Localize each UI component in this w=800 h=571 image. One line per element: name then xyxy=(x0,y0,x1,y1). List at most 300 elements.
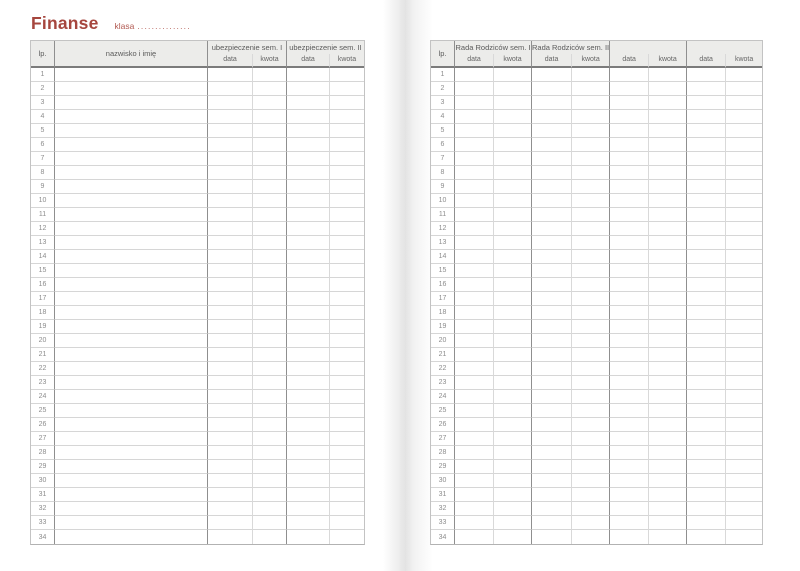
empty-cell xyxy=(493,460,531,474)
empty-cell xyxy=(531,96,571,110)
table-row xyxy=(31,68,364,82)
empty-cell xyxy=(286,306,329,320)
empty-cell xyxy=(454,292,493,306)
empty-cell xyxy=(252,110,286,124)
empty-cell xyxy=(493,278,531,292)
empty-cell xyxy=(725,278,762,292)
empty-cell xyxy=(571,278,609,292)
empty-cell xyxy=(571,292,609,306)
empty-cell xyxy=(207,250,252,264)
empty-cell xyxy=(531,180,571,194)
row-number-cell: 9 xyxy=(31,180,54,194)
klasa-label: klasa xyxy=(114,21,135,31)
empty-cell xyxy=(54,404,207,418)
empty-cell xyxy=(329,208,364,222)
table-row xyxy=(431,404,762,418)
empty-cell xyxy=(725,152,762,166)
column-group-blank-1 xyxy=(609,41,686,54)
row-number-cell: 6 xyxy=(431,138,454,152)
column-header-data: data xyxy=(286,54,329,68)
empty-cell xyxy=(648,432,686,446)
empty-cell xyxy=(54,390,207,404)
empty-cell xyxy=(686,390,725,404)
empty-cell xyxy=(571,208,609,222)
empty-cell xyxy=(531,292,571,306)
empty-cell xyxy=(571,68,609,82)
table-row xyxy=(31,292,364,306)
column-header-kwota: kwota xyxy=(571,54,609,68)
empty-cell xyxy=(648,82,686,96)
empty-cell xyxy=(493,250,531,264)
table-row xyxy=(31,432,364,446)
empty-cell xyxy=(207,418,252,432)
empty-cell xyxy=(725,376,762,390)
empty-cell xyxy=(725,124,762,138)
empty-cell xyxy=(207,320,252,334)
row-number-cell: 32 xyxy=(31,502,54,516)
empty-cell xyxy=(531,516,571,530)
row-number-cell: 7 xyxy=(31,152,54,166)
empty-cell xyxy=(686,82,725,96)
empty-cell xyxy=(531,250,571,264)
table-row xyxy=(431,278,762,292)
empty-cell xyxy=(493,348,531,362)
empty-cell xyxy=(686,348,725,362)
table-row xyxy=(31,124,364,138)
column-header-data: data xyxy=(686,54,725,68)
empty-cell xyxy=(571,82,609,96)
empty-cell xyxy=(725,194,762,208)
klasa-dots: ............... xyxy=(137,21,191,31)
empty-cell xyxy=(648,180,686,194)
empty-cell xyxy=(686,320,725,334)
empty-cell xyxy=(725,292,762,306)
empty-cell xyxy=(207,138,252,152)
empty-cell xyxy=(648,418,686,432)
empty-cell xyxy=(329,362,364,376)
empty-cell xyxy=(286,124,329,138)
table-row xyxy=(31,236,364,250)
empty-cell xyxy=(207,516,252,530)
empty-cell xyxy=(252,488,286,502)
empty-cell xyxy=(725,530,762,544)
empty-cell xyxy=(493,194,531,208)
empty-cell xyxy=(648,68,686,82)
empty-cell xyxy=(686,166,725,180)
empty-cell xyxy=(207,460,252,474)
empty-cell xyxy=(286,502,329,516)
table-row xyxy=(431,446,762,460)
empty-cell xyxy=(571,348,609,362)
empty-cell xyxy=(571,516,609,530)
page-title: Finanse xyxy=(31,13,99,33)
table-row xyxy=(431,362,762,376)
empty-cell xyxy=(493,432,531,446)
empty-cell xyxy=(454,474,493,488)
empty-cell xyxy=(648,110,686,124)
title-row xyxy=(31,13,191,34)
empty-cell xyxy=(329,390,364,404)
empty-cell xyxy=(531,68,571,82)
empty-cell xyxy=(686,306,725,320)
empty-cell xyxy=(493,488,531,502)
empty-cell xyxy=(286,530,329,544)
empty-cell xyxy=(454,68,493,82)
empty-cell xyxy=(609,166,648,180)
empty-cell xyxy=(252,208,286,222)
empty-cell xyxy=(609,348,648,362)
empty-cell xyxy=(571,110,609,124)
empty-cell xyxy=(207,68,252,82)
empty-cell xyxy=(571,96,609,110)
empty-cell xyxy=(531,110,571,124)
empty-cell xyxy=(207,306,252,320)
empty-cell xyxy=(725,138,762,152)
empty-cell xyxy=(686,334,725,348)
empty-cell xyxy=(686,460,725,474)
empty-cell xyxy=(686,180,725,194)
table-row xyxy=(431,502,762,516)
empty-cell xyxy=(571,180,609,194)
empty-cell xyxy=(54,446,207,460)
empty-cell xyxy=(609,404,648,418)
table-row xyxy=(31,390,364,404)
empty-cell xyxy=(286,488,329,502)
empty-cell xyxy=(54,292,207,306)
row-number-cell: 23 xyxy=(31,376,54,390)
empty-cell xyxy=(648,278,686,292)
empty-cell xyxy=(454,110,493,124)
row-number-cell: 33 xyxy=(431,516,454,530)
table-row xyxy=(431,166,762,180)
empty-cell xyxy=(286,334,329,348)
empty-cell xyxy=(252,502,286,516)
empty-cell xyxy=(725,460,762,474)
empty-cell xyxy=(54,348,207,362)
empty-cell xyxy=(648,264,686,278)
empty-cell xyxy=(725,320,762,334)
table-row xyxy=(31,166,364,180)
empty-cell xyxy=(493,68,531,82)
empty-cell xyxy=(531,236,571,250)
empty-cell xyxy=(329,460,364,474)
empty-cell xyxy=(207,432,252,446)
row-number-cell: 2 xyxy=(31,82,54,96)
table-row xyxy=(431,474,762,488)
empty-cell xyxy=(329,334,364,348)
empty-cell xyxy=(725,96,762,110)
table-row xyxy=(31,446,364,460)
empty-cell xyxy=(493,264,531,278)
empty-cell xyxy=(54,124,207,138)
empty-cell xyxy=(54,432,207,446)
empty-cell xyxy=(454,516,493,530)
empty-cell xyxy=(531,404,571,418)
empty-cell xyxy=(609,334,648,348)
empty-cell xyxy=(648,292,686,306)
column-group-rada-rodzicow-sem2: Rada Rodziców sem. II xyxy=(531,41,609,54)
row-number-cell: 18 xyxy=(31,306,54,320)
empty-cell xyxy=(725,208,762,222)
empty-cell xyxy=(609,236,648,250)
empty-cell xyxy=(725,82,762,96)
empty-cell xyxy=(454,362,493,376)
empty-cell xyxy=(454,390,493,404)
empty-cell xyxy=(571,530,609,544)
empty-cell xyxy=(286,362,329,376)
empty-cell xyxy=(252,152,286,166)
column-header-data: data xyxy=(609,54,648,68)
table-row xyxy=(31,110,364,124)
empty-cell xyxy=(54,208,207,222)
empty-cell xyxy=(648,488,686,502)
empty-cell xyxy=(686,68,725,82)
empty-cell xyxy=(207,278,252,292)
table-row xyxy=(31,376,364,390)
empty-cell xyxy=(207,124,252,138)
table-row xyxy=(31,96,364,110)
row-number-cell: 21 xyxy=(31,348,54,362)
empty-cell xyxy=(493,334,531,348)
empty-cell xyxy=(648,152,686,166)
table-row xyxy=(431,180,762,194)
empty-cell xyxy=(329,278,364,292)
empty-cell xyxy=(725,516,762,530)
empty-cell xyxy=(493,320,531,334)
empty-cell xyxy=(686,222,725,236)
empty-cell xyxy=(686,292,725,306)
empty-cell xyxy=(493,152,531,166)
table-row xyxy=(31,404,364,418)
empty-cell xyxy=(54,530,207,544)
empty-cell xyxy=(207,362,252,376)
column-header-kwota: kwota xyxy=(329,54,364,68)
empty-cell xyxy=(571,320,609,334)
row-number-cell: 6 xyxy=(31,138,54,152)
empty-cell xyxy=(686,530,725,544)
empty-cell xyxy=(648,446,686,460)
empty-cell xyxy=(686,432,725,446)
empty-cell xyxy=(609,82,648,96)
empty-cell xyxy=(54,418,207,432)
empty-cell xyxy=(648,530,686,544)
empty-cell xyxy=(454,306,493,320)
empty-cell xyxy=(571,446,609,460)
empty-cell xyxy=(648,404,686,418)
row-number-cell: 8 xyxy=(431,166,454,180)
row-number-cell: 15 xyxy=(31,264,54,278)
empty-cell xyxy=(609,96,648,110)
empty-cell xyxy=(609,222,648,236)
empty-cell xyxy=(454,236,493,250)
empty-cell xyxy=(571,474,609,488)
table-row xyxy=(431,96,762,110)
empty-cell xyxy=(725,236,762,250)
empty-cell xyxy=(286,194,329,208)
row-number-cell: 1 xyxy=(431,68,454,82)
table-row xyxy=(431,194,762,208)
empty-cell xyxy=(725,362,762,376)
empty-cell xyxy=(454,152,493,166)
empty-cell xyxy=(329,138,364,152)
empty-cell xyxy=(571,390,609,404)
column-group-rada-rodzicow-sem1: Rada Rodziców sem. I xyxy=(454,41,531,54)
empty-cell xyxy=(286,82,329,96)
empty-cell xyxy=(686,264,725,278)
empty-cell xyxy=(252,194,286,208)
empty-cell xyxy=(648,334,686,348)
empty-cell xyxy=(531,138,571,152)
empty-cell xyxy=(648,96,686,110)
table-row xyxy=(31,320,364,334)
finance-table-right xyxy=(430,40,763,545)
table-row xyxy=(31,516,364,530)
empty-cell xyxy=(329,376,364,390)
empty-cell xyxy=(571,222,609,236)
row-number-cell: 21 xyxy=(431,348,454,362)
column-header-name: nazwisko i imię xyxy=(54,41,207,68)
empty-cell xyxy=(207,194,252,208)
empty-cell xyxy=(725,432,762,446)
empty-cell xyxy=(648,124,686,138)
empty-cell xyxy=(329,432,364,446)
empty-cell xyxy=(609,432,648,446)
empty-cell xyxy=(252,222,286,236)
empty-cell xyxy=(686,502,725,516)
empty-cell xyxy=(571,362,609,376)
empty-cell xyxy=(725,166,762,180)
empty-cell xyxy=(54,362,207,376)
row-number-cell: 25 xyxy=(31,404,54,418)
row-number-cell: 4 xyxy=(431,110,454,124)
empty-cell xyxy=(609,292,648,306)
empty-cell xyxy=(725,180,762,194)
table-row xyxy=(431,334,762,348)
page-right xyxy=(406,0,800,571)
table-row xyxy=(431,348,762,362)
empty-cell xyxy=(252,68,286,82)
empty-cell xyxy=(686,138,725,152)
table-row xyxy=(31,418,364,432)
empty-cell xyxy=(531,222,571,236)
empty-cell xyxy=(207,110,252,124)
empty-cell xyxy=(725,264,762,278)
table-row xyxy=(431,320,762,334)
empty-cell xyxy=(252,376,286,390)
empty-cell xyxy=(286,460,329,474)
finance-table-left xyxy=(30,40,365,545)
row-number-cell: 15 xyxy=(431,264,454,278)
empty-cell xyxy=(54,376,207,390)
row-number-cell: 8 xyxy=(31,166,54,180)
row-number-cell: 23 xyxy=(431,376,454,390)
row-number-cell: 13 xyxy=(431,236,454,250)
empty-cell xyxy=(686,96,725,110)
row-number-cell: 24 xyxy=(431,390,454,404)
table-row xyxy=(431,110,762,124)
empty-cell xyxy=(54,502,207,516)
table-row xyxy=(431,418,762,432)
empty-cell xyxy=(648,236,686,250)
empty-cell xyxy=(686,516,725,530)
empty-cell xyxy=(252,320,286,334)
row-number-cell: 4 xyxy=(31,110,54,124)
empty-cell xyxy=(686,250,725,264)
empty-cell xyxy=(725,390,762,404)
empty-cell xyxy=(609,68,648,82)
empty-cell xyxy=(609,194,648,208)
empty-cell xyxy=(493,376,531,390)
column-group-blank-2 xyxy=(686,41,762,54)
empty-cell xyxy=(329,222,364,236)
empty-cell xyxy=(286,250,329,264)
empty-cell xyxy=(686,404,725,418)
empty-cell xyxy=(531,124,571,138)
empty-cell xyxy=(252,250,286,264)
empty-cell xyxy=(531,348,571,362)
empty-cell xyxy=(329,96,364,110)
empty-cell xyxy=(571,194,609,208)
empty-cell xyxy=(493,530,531,544)
empty-cell xyxy=(493,124,531,138)
row-number-cell: 27 xyxy=(431,432,454,446)
empty-cell xyxy=(531,152,571,166)
empty-cell xyxy=(686,110,725,124)
empty-cell xyxy=(531,82,571,96)
empty-cell xyxy=(493,110,531,124)
empty-cell xyxy=(648,250,686,264)
empty-cell xyxy=(609,516,648,530)
empty-cell xyxy=(252,530,286,544)
empty-cell xyxy=(207,488,252,502)
empty-cell xyxy=(686,208,725,222)
empty-cell xyxy=(252,418,286,432)
table-row xyxy=(431,432,762,446)
empty-cell xyxy=(252,292,286,306)
row-number-cell: 5 xyxy=(31,124,54,138)
empty-cell xyxy=(531,334,571,348)
table-row xyxy=(431,292,762,306)
table-row xyxy=(31,152,364,166)
empty-cell xyxy=(207,390,252,404)
table-row xyxy=(31,488,364,502)
empty-cell xyxy=(329,180,364,194)
empty-cell xyxy=(571,502,609,516)
empty-cell xyxy=(252,404,286,418)
empty-cell xyxy=(286,516,329,530)
empty-cell xyxy=(286,446,329,460)
empty-cell xyxy=(207,208,252,222)
empty-cell xyxy=(286,208,329,222)
empty-cell xyxy=(54,152,207,166)
row-number-cell: 24 xyxy=(31,390,54,404)
empty-cell xyxy=(531,488,571,502)
empty-cell xyxy=(54,236,207,250)
empty-cell xyxy=(493,474,531,488)
row-number-cell: 10 xyxy=(431,194,454,208)
empty-cell xyxy=(493,502,531,516)
empty-cell xyxy=(54,138,207,152)
empty-cell xyxy=(493,236,531,250)
empty-cell xyxy=(454,166,493,180)
empty-cell xyxy=(531,502,571,516)
empty-cell xyxy=(609,488,648,502)
empty-cell xyxy=(725,306,762,320)
table-row xyxy=(431,488,762,502)
empty-cell xyxy=(286,110,329,124)
empty-cell xyxy=(252,96,286,110)
table-row xyxy=(31,138,364,152)
